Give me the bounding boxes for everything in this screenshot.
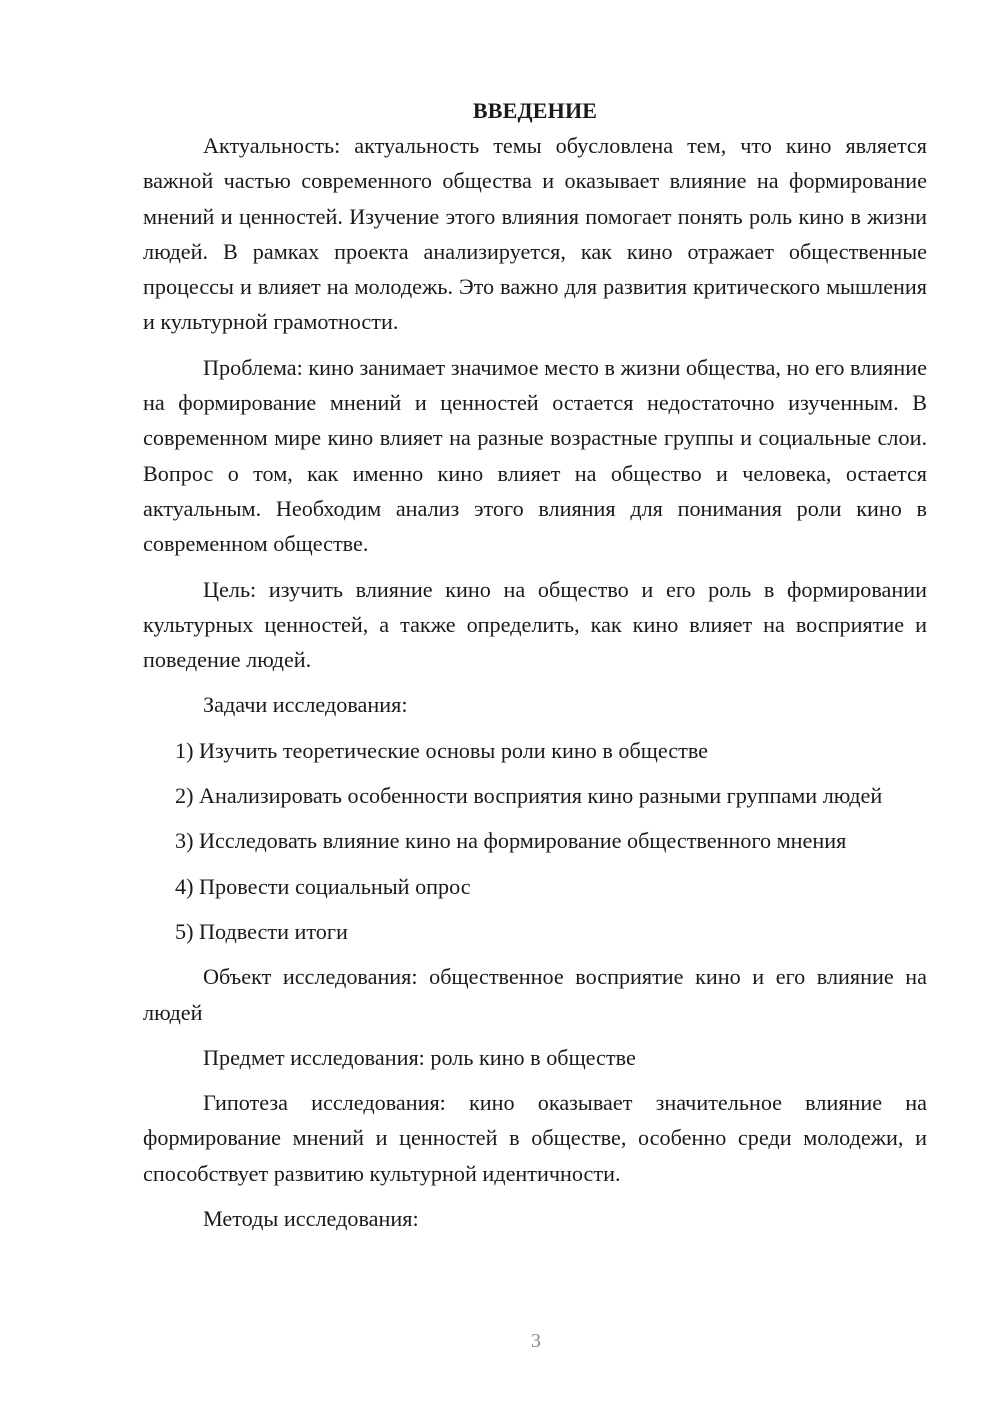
paragraph-goal: Цель: изучить влияние кино на общество и его роль в формировании культурных ценностей, а также определить, как кино влияет на восприятие и поведение людей.	[143, 576, 927, 673]
paragraph-relevance: Актуальность: актуальность темы обусловлена тем, что кино является важной частью современного общества и оказывает влияние на формирование мнений и ценностей. Изучение этого влияния помогает понять роль кино в жизни людей. В рамках проекта анализируется, как кино отражает общественные процессы и влияет на молодежь. Это важно для развития критического мышления и культурной грамотности.	[143, 133, 927, 335]
paragraph-object: Объект исследования: общественное восприятие кино и его влияние на людей	[143, 964, 927, 1025]
task-item-1: 1) Изучить теоретические основы роли кино в обществе	[175, 737, 709, 763]
paragraph-methods: Методы исследования:	[203, 1206, 419, 1232]
task-item-4: 4) Провести социальный опрос	[175, 873, 471, 899]
paragraph-tasks-heading: Задачи исследования:	[203, 692, 408, 718]
page-content	[143, 93, 927, 1236]
task-item-5: 5) Подвести итоги	[175, 918, 348, 944]
task-item-3: 3) Исследовать влияние кино на формирование общественного мнения	[175, 828, 847, 854]
paragraph-problem: Проблема: кино занимает значимое место в жизни общества, но его влияние на формирование мнений и ценностей остается недостаточно изученным. В современном мире кино влияет на разные возрастные группы и социальные слои. Вопрос о том, как именно кино влияет на общество и человека, остается актуальным. Необходим анализ этого влияния для понимания роли кино в современном обществе.	[143, 354, 927, 557]
section-heading: ВВЕДЕНИЕ	[472, 98, 598, 123]
task-item-2: 2) Анализировать особенности восприятия кино разными группами людей	[175, 783, 883, 809]
paragraph-hypothesis: Гипотеза исследования: кино оказывает значительное влияние на формирование мнений и ценностей в обществе, особенно среди молодежи, и способствует развитию культурной идентичности.	[143, 1090, 927, 1186]
page-number: 3	[531, 1330, 541, 1352]
paragraph-subject: Предмет исследования: роль кино в обществе	[203, 1044, 636, 1070]
